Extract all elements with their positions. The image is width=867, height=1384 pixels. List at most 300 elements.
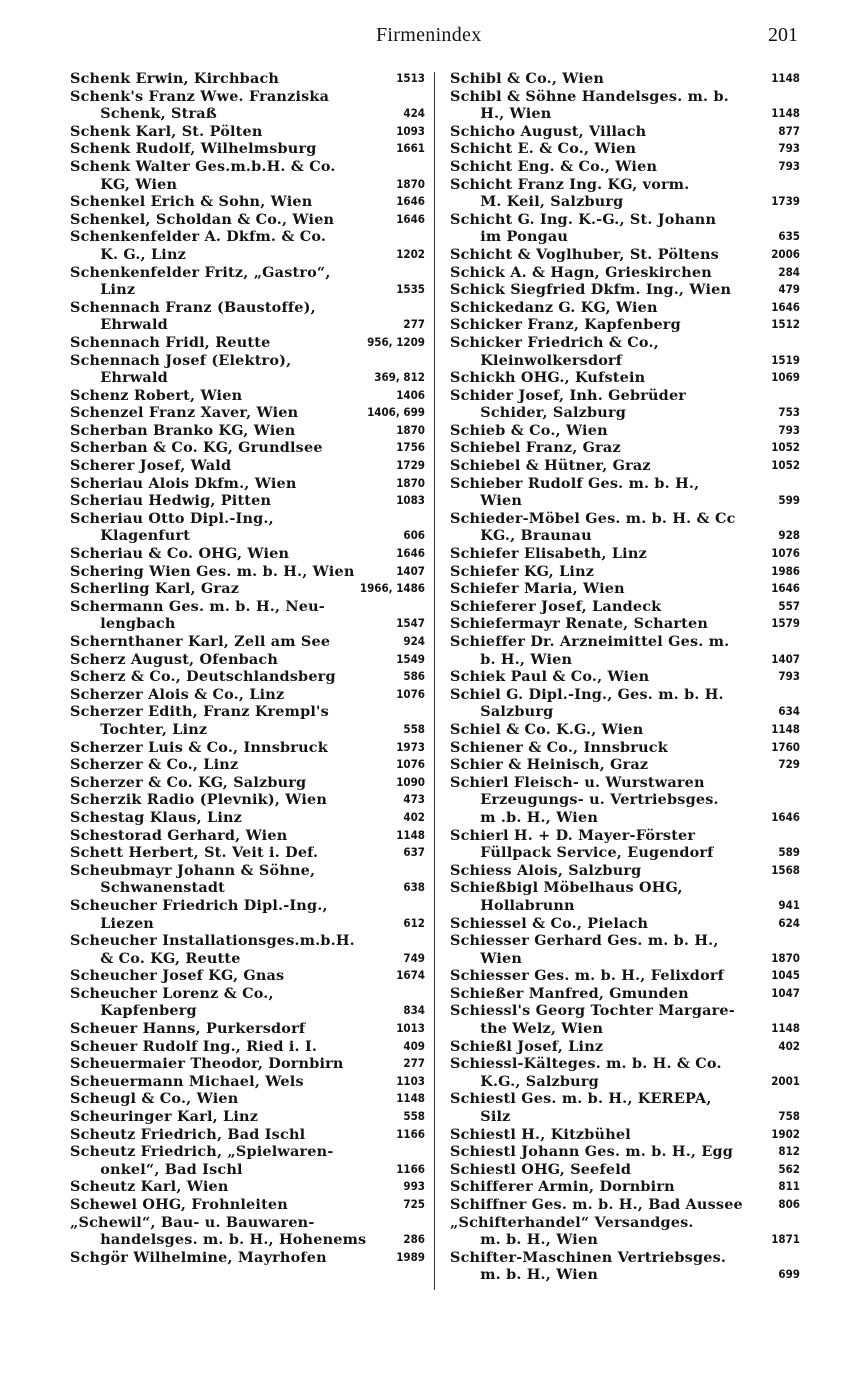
entry-page-ref: 1661	[396, 141, 425, 156]
entry-continuation-line: Tochter, Linz	[100, 720, 208, 738]
entry-line: Schießl Josef, Linz	[450, 1037, 604, 1055]
index-entry	[70, 1196, 425, 1214]
entry-page-ref: 2006	[771, 246, 800, 261]
entry-page-ref: 699	[778, 1267, 800, 1282]
entry-name	[70, 756, 238, 774]
index-entry	[450, 756, 800, 774]
entry-line: Scheriau & Co. OHG, Wien	[70, 545, 290, 563]
entry-continuation-line: Erzeugungs- u. Vertriebsges.	[480, 791, 719, 809]
entry-name	[70, 1090, 238, 1108]
index-entry	[70, 264, 425, 299]
entry-page-ref: 424	[403, 106, 425, 121]
entry-page-ref: 1902	[771, 1126, 800, 1141]
entry-page-ref: 369, 812	[374, 370, 425, 385]
entry-name	[70, 563, 354, 581]
entry-name	[70, 492, 271, 510]
index-entry	[70, 897, 425, 932]
entry-page-ref: 479	[778, 282, 800, 297]
entry-name	[450, 598, 661, 616]
entry-page-ref: 793	[778, 141, 800, 156]
entry-page-ref: 634	[778, 704, 800, 719]
entry-name	[70, 809, 242, 827]
index-column-right	[450, 70, 800, 1284]
entry-name	[450, 721, 643, 739]
page-header	[0, 24, 867, 50]
index-entry	[450, 862, 800, 880]
entry-page-ref: 1549	[396, 651, 425, 666]
entry-page-ref: 877	[778, 123, 800, 138]
entry-page-ref: 1989	[396, 1249, 425, 1264]
entry-line: Scheriau Hedwig, Pitten	[70, 492, 272, 510]
entry-name	[450, 580, 625, 598]
index-entry	[450, 932, 800, 967]
entry-name	[450, 1214, 694, 1249]
entry-name	[450, 1090, 712, 1125]
entry-line: Schicker Friedrich & Co.,	[450, 333, 659, 351]
entry-line: Schiefer KG, Linz	[450, 562, 595, 580]
index-entry	[70, 844, 425, 862]
index-entry	[450, 457, 800, 475]
entry-continuation-line: Ehrwald	[100, 316, 168, 334]
index-entry	[450, 1055, 800, 1090]
entry-page-ref: 1013	[396, 1021, 425, 1036]
index-entry	[450, 1038, 800, 1056]
entry-page-ref: 924	[403, 634, 425, 648]
entry-line: „Schewil“, Bau- u. Bauwaren-	[70, 1213, 315, 1231]
entry-line: Scheriau Alois Dkfm., Wien	[70, 474, 297, 492]
entry-name	[450, 334, 659, 369]
entry-line: Schiefer Elisabeth, Linz	[450, 545, 647, 563]
index-entry	[450, 967, 800, 985]
entry-page-ref: 1166	[396, 1126, 425, 1141]
entry-name	[70, 1196, 288, 1214]
entry-name	[450, 739, 668, 757]
index-entry	[450, 246, 800, 264]
page-number: 201	[768, 24, 798, 46]
index-entry	[70, 299, 425, 334]
index-entry	[450, 580, 800, 598]
entry-page-ref: 1729	[396, 458, 425, 473]
entry-name	[70, 1214, 366, 1249]
entry-line: Schett Herbert, St. Veit i. Def.	[70, 844, 319, 862]
index-entry	[450, 985, 800, 1003]
entry-continuation-line: m .b. H., Wien	[480, 808, 598, 826]
index-entry	[450, 1214, 800, 1249]
entry-name	[450, 545, 647, 563]
entry-page-ref: 473	[403, 792, 425, 807]
index-entry	[450, 1249, 800, 1284]
index-entry	[450, 1090, 800, 1125]
entry-name	[70, 352, 291, 387]
entry-line: Schiess Alois, Salzburg	[450, 861, 642, 879]
entry-line: Schider Josef, Inh. Gebrüder	[450, 386, 687, 404]
entry-line: Schicht Franz Ing. KG, vorm.	[450, 175, 690, 193]
index-entry	[450, 281, 800, 299]
entry-page-ref: 1870	[771, 950, 800, 965]
entry-line: Schenkel Erich & Sohn, Wien	[70, 193, 313, 211]
entry-name	[70, 967, 284, 985]
entry-page-ref: 1760	[771, 739, 800, 754]
index-entry	[450, 545, 800, 563]
entry-line: Scheuermaier Theodor, Dornbirn	[70, 1055, 344, 1073]
entry-page-ref: 1406	[396, 387, 425, 402]
entry-name	[70, 791, 327, 809]
entry-page-ref: 1646	[771, 299, 800, 314]
entry-line: Schiener & Co., Innsbruck	[450, 738, 668, 756]
entry-line: Scherzer & Co., Linz	[70, 756, 239, 774]
entry-name	[450, 299, 658, 317]
entry-line: Scheucher Installationsges.m.b.H.	[70, 932, 355, 950]
entry-page-ref: 928	[778, 528, 800, 543]
entry-name	[70, 774, 306, 792]
entry-line: Schieb & Co., Wien	[450, 421, 608, 439]
entry-name	[70, 545, 289, 563]
entry-name	[70, 334, 270, 352]
entry-name	[450, 967, 724, 985]
index-entry	[70, 193, 425, 211]
index-entry	[70, 686, 425, 704]
entry-line: Schibl & Söhne Handelsges. m. b.	[450, 87, 729, 105]
index-entry	[450, 1161, 800, 1179]
entry-name	[70, 686, 284, 704]
entry-line: Schenk Karl, St. Pölten	[70, 122, 263, 140]
entry-name	[70, 228, 326, 263]
index-entry	[70, 439, 425, 457]
index-entry	[450, 1178, 800, 1196]
entry-line: Schenz Robert, Wien	[70, 386, 243, 404]
index-entry	[70, 791, 425, 809]
entry-line: Schiessl's Georg Tochter Margare-	[450, 1002, 735, 1020]
index-entry	[70, 510, 425, 545]
entry-continuation-line: onkel“, Bad Ischl	[100, 1160, 243, 1178]
index-entry	[70, 1214, 425, 1249]
entry-line: Scherer Josef, Wald	[70, 457, 232, 475]
entry-line: Schiesser Gerhard Ges. m. b. H.,	[450, 932, 719, 950]
entry-name	[450, 264, 712, 282]
entry-line: Schennach Franz (Baustoffe),	[70, 298, 316, 316]
entry-name	[450, 615, 708, 633]
entry-name	[70, 932, 355, 967]
entry-line: Schiebel Franz, Graz	[450, 439, 621, 457]
index-entry	[450, 510, 800, 545]
entry-continuation-line: Hollabrunn	[480, 896, 575, 914]
index-entry	[70, 1249, 425, 1267]
entry-line: Schießer Manfred, Gmunden	[450, 984, 689, 1002]
entry-continuation-line: handelsges. m. b. H., Hohenems	[100, 1231, 367, 1249]
entry-name	[450, 281, 731, 299]
index-entry	[450, 827, 800, 862]
index-entry	[450, 475, 800, 510]
entry-page-ref: 1739	[771, 194, 800, 209]
index-entry	[70, 352, 425, 387]
index-entry	[70, 739, 425, 757]
entry-line: Schibl & Co., Wien	[450, 70, 605, 87]
entry-line: Schicker Franz, Kapfenberg	[450, 316, 681, 334]
index-entry	[450, 299, 800, 317]
index-entry	[70, 1055, 425, 1073]
entry-line: Schieder-Möbel Ges. m. b. H. & Cc	[450, 509, 736, 527]
entry-page-ref: 1646	[771, 809, 800, 824]
entry-line: Scheuer Rudolf Ing., Ried i. I.	[70, 1037, 318, 1055]
entry-line: Schennach Fridl, Reutte	[70, 333, 271, 351]
entry-page-ref: 624	[778, 915, 800, 930]
entry-continuation-line: m. b. H., Wien	[480, 1231, 598, 1249]
index-entry	[70, 387, 425, 405]
entry-continuation-line: KG, Wien	[100, 175, 178, 193]
entry-page-ref: 1756	[396, 440, 425, 455]
entry-line: Schifter-Maschinen Vertriebsges.	[450, 1248, 727, 1266]
entry-name	[450, 1178, 675, 1196]
entry-page-ref: 1406, 699	[367, 405, 425, 420]
entry-page-ref: 638	[403, 880, 425, 895]
entry-continuation-line: H., Wien	[480, 105, 552, 123]
entry-page-ref: 1148	[771, 721, 800, 736]
entry-page-ref: 599	[778, 493, 800, 508]
entry-name	[70, 844, 318, 862]
entry-line: Scherling Karl, Graz	[70, 580, 240, 598]
entry-line: Scheucher Lorenz & Co.,	[70, 984, 274, 1002]
entry-page-ref: 758	[778, 1109, 800, 1124]
entry-name	[70, 739, 328, 757]
entry-page-ref: 1052	[771, 458, 800, 473]
column-divider	[434, 72, 435, 1290]
index-entry	[70, 1178, 425, 1196]
entry-name	[450, 387, 686, 422]
index-entry	[450, 387, 800, 422]
entry-page-ref: 806	[778, 1197, 800, 1211]
entry-line: Schgör Wilhelmine, Mayrhofen	[70, 1248, 327, 1266]
entry-page-ref: 1568	[771, 862, 800, 877]
index-entry	[450, 211, 800, 246]
entry-name	[450, 563, 594, 581]
entry-name	[70, 580, 239, 598]
entry-page-ref: 1871	[771, 1232, 800, 1247]
index-entry	[450, 1196, 800, 1214]
index-entry	[450, 686, 800, 721]
entry-line: Schieferer Josef, Landeck	[450, 597, 662, 615]
entry-name	[450, 457, 651, 475]
entry-name	[70, 140, 317, 158]
entry-page-ref: 1966, 1486	[359, 581, 425, 596]
entry-line: Scheucher Josef KG, Gnas	[70, 967, 285, 985]
entry-name	[450, 1055, 722, 1090]
entry-line: Scherz & Co., Deutschlandsberg	[70, 668, 336, 686]
index-entry	[70, 123, 425, 141]
index-entry	[450, 1143, 800, 1161]
entry-name	[70, 510, 274, 545]
entry-page-ref: 586	[403, 669, 425, 684]
entry-name	[450, 756, 648, 774]
entry-line: Schewel OHG, Frohnleiten	[70, 1196, 288, 1213]
entry-name	[70, 862, 315, 897]
entry-line: Schießbigl Möbelhaus OHG,	[450, 879, 683, 897]
index-entry	[450, 158, 800, 176]
entry-page-ref: 729	[778, 757, 800, 772]
entry-name	[70, 633, 330, 651]
entry-name	[70, 193, 312, 211]
entry-page-ref: 812	[778, 1144, 800, 1159]
entry-line: Scheutz Friedrich, „Spielwaren-	[70, 1143, 334, 1161]
entry-line: Schicht G. Ing. K.-G., St. Johann	[450, 210, 717, 228]
entry-name	[450, 475, 699, 510]
index-entry	[450, 123, 800, 141]
entry-page-ref: 277	[403, 1056, 425, 1071]
entry-line: Scherz August, Ofenbach	[70, 650, 279, 668]
index-entry	[70, 827, 425, 845]
entry-page-ref: 1047	[771, 985, 800, 1000]
entry-line: Schick A. & Hagn, Grieskirchen	[450, 263, 712, 281]
entry-continuation-line: b. H., Wien	[480, 650, 573, 668]
entry-name	[70, 985, 274, 1020]
entry-page-ref: 558	[403, 721, 425, 736]
entry-page-ref: 1076	[396, 686, 425, 701]
entry-page-ref: 834	[403, 1003, 425, 1018]
entry-name	[70, 598, 325, 633]
entry-name	[450, 1143, 733, 1161]
entry-line: Schiesser Ges. m. b. H., Felixdorf	[450, 967, 725, 985]
index-entry	[70, 668, 425, 686]
entry-name	[70, 264, 331, 299]
entry-page-ref: 1407	[771, 651, 800, 666]
entry-name	[450, 246, 719, 264]
entry-line: Scheuringer Karl, Linz	[70, 1108, 259, 1126]
entry-line: Scheugl & Co., Wien	[70, 1090, 239, 1108]
entry-line: Schierl H. + D. Mayer-Förster	[450, 826, 696, 844]
entry-name	[70, 211, 334, 229]
entry-name	[70, 651, 278, 669]
entry-page-ref: 1870	[396, 475, 425, 490]
entry-name	[450, 862, 641, 880]
index-entry	[70, 334, 425, 352]
entry-name	[70, 1020, 305, 1038]
index-entry	[70, 932, 425, 967]
entry-page-ref: 402	[778, 1038, 800, 1053]
entry-page-ref: 589	[778, 845, 800, 860]
entry-page-ref: 286	[403, 1232, 425, 1247]
entry-continuation-line: im Pongau	[480, 228, 569, 246]
entry-line: Scheuer Hanns, Purkersdorf	[70, 1020, 306, 1038]
entry-line: Schenkenfelder Fritz, „Gastro“,	[70, 263, 331, 281]
entry-page-ref: 1870	[396, 176, 425, 191]
entry-name	[70, 897, 328, 932]
entry-page-ref: 1646	[396, 211, 425, 226]
index-entry	[450, 668, 800, 686]
entry-line: Schiel & Co. K.G., Wien	[450, 720, 644, 738]
index-entry	[450, 88, 800, 123]
entry-name	[70, 1143, 334, 1178]
entry-continuation-line: Kleinwolkersdorf	[480, 351, 623, 369]
entry-line: Schenzel Franz Xaver, Wien	[70, 404, 299, 422]
entry-page-ref: 1646	[396, 194, 425, 209]
index-entry	[70, 404, 425, 422]
entry-line: Schering Wien Ges. m. b. H., Wien	[70, 562, 355, 580]
entry-line: Schenk Walter Ges.m.b.H. & Co.	[70, 157, 336, 175]
entry-line: Schestag Klaus, Linz	[70, 808, 243, 826]
index-entry	[70, 580, 425, 598]
entry-line: Schernthaner Karl, Zell am See	[70, 633, 331, 650]
entry-line: Schiefer Maria, Wien	[450, 580, 625, 598]
entry-page-ref: 993	[403, 1179, 425, 1194]
entry-name	[450, 633, 729, 668]
index-entry	[70, 563, 425, 581]
index-entry	[450, 633, 800, 668]
index-entry	[70, 809, 425, 827]
index-entry	[70, 1020, 425, 1038]
index-entry	[450, 915, 800, 933]
entry-name	[450, 70, 604, 88]
entry-name	[450, 316, 681, 334]
entry-line: Scherzer Edith, Franz Krempl's	[70, 703, 329, 721]
entry-line: Schierl Fleisch- u. Wurstwaren	[450, 773, 705, 791]
entry-line: Scherzer Luis & Co., Innsbruck	[70, 738, 328, 756]
entry-continuation-line: Liezen	[100, 914, 154, 932]
entry-name	[70, 475, 297, 493]
index-entry	[450, 264, 800, 282]
entry-page-ref: 612	[403, 915, 425, 930]
entry-page-ref: 1519	[771, 352, 800, 367]
entry-page-ref: 1069	[771, 370, 800, 385]
entry-page-ref: 1083	[396, 493, 425, 508]
entry-line: Scherban & Co. KG, Grundlsee	[70, 439, 323, 457]
entry-name	[450, 211, 716, 246]
entry-continuation-line: Wien	[480, 492, 523, 510]
entry-name	[70, 457, 231, 475]
entry-page-ref: 1052	[771, 440, 800, 455]
entry-line: Scheutz Karl, Wien	[70, 1178, 229, 1196]
entry-line: Schiessel & Co., Pielach	[450, 914, 649, 932]
index-entry	[70, 985, 425, 1020]
entry-name	[70, 404, 298, 422]
entry-page-ref: 793	[778, 158, 800, 173]
index-entry	[70, 457, 425, 475]
entry-continuation-line: Silz	[480, 1108, 511, 1126]
entry-name	[70, 1038, 317, 1056]
entry-page-ref: 793	[778, 422, 800, 437]
entry-page-ref: 2001	[771, 1073, 800, 1088]
entry-name	[450, 686, 724, 721]
entry-page-ref: 1045	[771, 968, 800, 983]
entry-line: Schiestl Ges. m. b. H., KEREPA,	[450, 1090, 712, 1108]
entry-page-ref: 1674	[396, 968, 425, 983]
entry-line: Scheutz Friedrich, Bad Ischl	[70, 1125, 306, 1143]
entry-name	[450, 1161, 631, 1179]
entry-continuation-line: Schwanenstadt	[100, 879, 226, 897]
entry-page-ref: 1103	[396, 1073, 425, 1088]
index-entry	[450, 70, 800, 88]
entry-name	[450, 1196, 743, 1214]
entry-name	[70, 1126, 305, 1144]
entry-name	[450, 932, 719, 967]
index-entry	[450, 439, 800, 457]
entry-name	[70, 703, 329, 738]
entry-line: Schenk Rudolf, Wilhelmsburg	[70, 140, 317, 158]
entry-page-ref: 1202	[396, 246, 425, 261]
entry-line: Schiefermayr Renate, Scharten	[450, 615, 708, 633]
entry-line: Schenk's Franz Wwe. Franziska	[70, 87, 330, 105]
entry-line: Schenk Erwin, Kirchbach	[70, 70, 280, 87]
entry-line: Schickedanz G. KG, Wien	[450, 298, 658, 316]
entry-name	[450, 158, 657, 176]
entry-page-ref: 1148	[396, 827, 425, 842]
entry-page-ref: 1986	[771, 563, 800, 578]
index-entry	[70, 1090, 425, 1108]
entry-line: Scherban Branko KG, Wien	[70, 421, 296, 439]
entry-page-ref: 725	[403, 1197, 425, 1211]
entry-line: Schiek Paul & Co., Wien	[450, 668, 650, 686]
entry-page-ref: 637	[403, 845, 425, 860]
entry-page-ref: 284	[778, 264, 800, 279]
entry-page-ref: 562	[778, 1161, 800, 1176]
